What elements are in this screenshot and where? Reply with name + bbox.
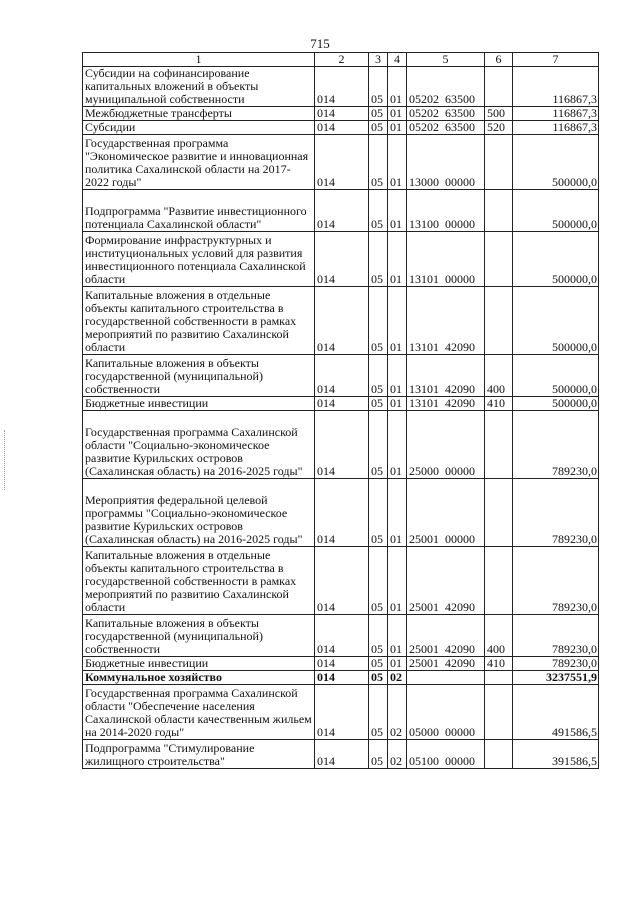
section-cell: 05 xyxy=(369,135,388,190)
name-cell: Бюджетные инвестиции xyxy=(83,657,315,671)
expense-type-cell xyxy=(485,547,513,615)
table-row xyxy=(83,547,599,615)
header-cell-6: 6 xyxy=(485,53,513,67)
expense-type-cell xyxy=(485,479,513,547)
page-number: 715 xyxy=(310,36,330,51)
subsection-cell: 01 xyxy=(388,411,407,479)
header-cell-3: 3 xyxy=(369,53,388,67)
target-article-cell: 25001 42090 xyxy=(407,657,485,671)
name-cell: Государственная программа Сахалинской области "Обеспечение населения Сахалинской области качественным жильем на 2014-2020 годы" xyxy=(83,685,315,740)
expense-type-cell xyxy=(485,135,513,190)
header-row xyxy=(83,53,599,67)
name-cell: Субсидии xyxy=(83,121,315,135)
section-cell: 05 xyxy=(369,411,388,479)
name-cell: Государственная программа Сахалинской области "Социально-экономическое развитие Курильских островов (Сахалинская область) на 2016-2025 годы" xyxy=(83,411,315,479)
table-body xyxy=(83,67,599,769)
admin-code-cell: 014 xyxy=(315,190,369,232)
amount-cell: 500000,0 xyxy=(513,355,599,397)
table-row xyxy=(83,67,599,107)
expense-type-cell xyxy=(485,232,513,287)
target-article-cell: 13101 42090 xyxy=(407,397,485,411)
table-row xyxy=(83,615,599,657)
section-cell: 05 xyxy=(369,397,388,411)
admin-code-cell: 014 xyxy=(315,671,369,685)
header-cell-5: 5 xyxy=(407,53,485,67)
name-cell: Межбюджетные трансферты xyxy=(83,107,315,121)
name-cell: Мероприятия федеральной целевой программы "Социально-экономическое развитие Курильских островов (Сахалинская область) на 2016-2025 годы" xyxy=(83,479,315,547)
name-cell: Государственная программа "Экономическое развитие и инновационная политика Сахалинской области на 2017-2022 годы" xyxy=(83,135,315,190)
admin-code-cell: 014 xyxy=(315,287,369,355)
section-cell: 05 xyxy=(369,67,388,107)
table-row xyxy=(83,232,599,287)
expense-type-cell xyxy=(485,190,513,232)
budget-table xyxy=(82,52,599,769)
amount-cell: 500000,0 xyxy=(513,190,599,232)
table-row xyxy=(83,479,599,547)
expense-type-cell: 410 xyxy=(485,397,513,411)
subsection-cell: 01 xyxy=(388,657,407,671)
subsection-cell: 01 xyxy=(388,615,407,657)
name-cell: Капитальные вложения в объекты государственной (муниципальной) собственности xyxy=(83,615,315,657)
name-cell: Коммунальное хозяйство xyxy=(83,671,315,685)
section-cell: 05 xyxy=(369,671,388,685)
amount-cell: 116867,3 xyxy=(513,121,599,135)
admin-code-cell: 014 xyxy=(315,547,369,615)
admin-code-cell: 014 xyxy=(315,685,369,740)
amount-cell: 116867,3 xyxy=(513,67,599,107)
target-article-cell: 25000 00000 xyxy=(407,411,485,479)
subsection-cell: 01 xyxy=(388,287,407,355)
expense-type-cell: 520 xyxy=(485,121,513,135)
target-article-cell: 13101 00000 xyxy=(407,232,485,287)
target-article-cell: 05100 00000 xyxy=(407,740,485,769)
name-cell: Подпрограмма "Развитие инвестиционного потенциала Сахалинской области" xyxy=(83,190,315,232)
subsection-cell: 02 xyxy=(388,740,407,769)
name-cell: Формирование инфраструктурных и институциональных условий для развития инвестиционного потенциала Сахалинской области xyxy=(83,232,315,287)
table-row xyxy=(83,190,599,232)
expense-type-cell: 500 xyxy=(485,107,513,121)
name-cell: Субсидии на софинансирование капитальных вложений в объекты муниципальной собственности xyxy=(83,67,315,107)
admin-code-cell: 014 xyxy=(315,121,369,135)
subsection-cell: 01 xyxy=(388,135,407,190)
subsection-cell: 01 xyxy=(388,479,407,547)
amount-cell: 500000,0 xyxy=(513,287,599,355)
subsection-cell: 01 xyxy=(388,67,407,107)
margin-mark xyxy=(4,430,9,490)
section-cell: 05 xyxy=(369,615,388,657)
target-article-cell: 13101 42090 xyxy=(407,355,485,397)
subsection-cell: 01 xyxy=(388,547,407,615)
expense-type-cell xyxy=(485,67,513,107)
subsection-cell: 01 xyxy=(388,232,407,287)
subsection-cell: 01 xyxy=(388,355,407,397)
amount-cell: 491586,5 xyxy=(513,685,599,740)
admin-code-cell: 014 xyxy=(315,232,369,287)
table-row xyxy=(83,287,599,355)
admin-code-cell: 014 xyxy=(315,479,369,547)
section-cell: 05 xyxy=(369,121,388,135)
subsection-cell: 01 xyxy=(388,397,407,411)
admin-code-cell: 014 xyxy=(315,740,369,769)
target-article-cell: 05202 63500 xyxy=(407,67,485,107)
admin-code-cell: 014 xyxy=(315,135,369,190)
amount-cell: 500000,0 xyxy=(513,232,599,287)
name-cell: Капитальные вложения в объекты государственной (муниципальной) собственности xyxy=(83,355,315,397)
subsection-cell: 02 xyxy=(388,671,407,685)
target-article-cell: 25001 42090 xyxy=(407,615,485,657)
amount-cell: 789230,0 xyxy=(513,615,599,657)
header-cell-1: 1 xyxy=(83,53,315,67)
section-cell: 05 xyxy=(369,232,388,287)
amount-cell: 116867,3 xyxy=(513,107,599,121)
target-article-cell: 25001 42090 xyxy=(407,547,485,615)
subsection-cell: 01 xyxy=(388,107,407,121)
amount-cell: 789230,0 xyxy=(513,411,599,479)
admin-code-cell: 014 xyxy=(315,657,369,671)
target-article-cell: 13100 00000 xyxy=(407,190,485,232)
target-article-cell: 05000 00000 xyxy=(407,685,485,740)
section-cell: 05 xyxy=(369,479,388,547)
amount-cell: 789230,0 xyxy=(513,657,599,671)
header-cell-4: 4 xyxy=(388,53,407,67)
target-article-cell: 13000 00000 xyxy=(407,135,485,190)
section-cell: 05 xyxy=(369,685,388,740)
table-row xyxy=(83,397,599,411)
section-cell: 05 xyxy=(369,190,388,232)
expense-type-cell xyxy=(485,671,513,685)
target-article-cell xyxy=(407,671,485,685)
name-cell: Капитальные вложения в отдельные объекты капитального строительства в государственной собственности в рамках мероприятий по развитию Сахалинской области xyxy=(83,547,315,615)
section-cell: 05 xyxy=(369,740,388,769)
name-cell: Подпрограмма "Стимулирование жилищного строительства" xyxy=(83,740,315,769)
target-article-cell: 13101 42090 xyxy=(407,287,485,355)
table-row xyxy=(83,657,599,671)
admin-code-cell: 014 xyxy=(315,355,369,397)
amount-cell: 789230,0 xyxy=(513,479,599,547)
expense-type-cell: 400 xyxy=(485,615,513,657)
target-article-cell: 25001 00000 xyxy=(407,479,485,547)
expense-type-cell xyxy=(485,411,513,479)
amount-cell: 789230,0 xyxy=(513,547,599,615)
expense-type-cell xyxy=(485,685,513,740)
admin-code-cell: 014 xyxy=(315,397,369,411)
admin-code-cell: 014 xyxy=(315,107,369,121)
table-row xyxy=(83,135,599,190)
table-row xyxy=(83,740,599,769)
section-cell: 05 xyxy=(369,107,388,121)
amount-cell: 3237551,9 xyxy=(513,671,599,685)
admin-code-cell: 014 xyxy=(315,615,369,657)
header-cell-2: 2 xyxy=(315,53,369,67)
amount-cell: 500000,0 xyxy=(513,397,599,411)
amount-cell: 391586,5 xyxy=(513,740,599,769)
table-row xyxy=(83,355,599,397)
target-article-cell: 05202 63500 xyxy=(407,107,485,121)
table-row xyxy=(83,411,599,479)
admin-code-cell: 014 xyxy=(315,411,369,479)
section-cell: 05 xyxy=(369,657,388,671)
table-row xyxy=(83,107,599,121)
table-row xyxy=(83,121,599,135)
expense-type-cell: 410 xyxy=(485,657,513,671)
name-cell: Бюджетные инвестиции xyxy=(83,397,315,411)
subsection-cell: 02 xyxy=(388,685,407,740)
section-cell: 05 xyxy=(369,547,388,615)
expense-type-cell xyxy=(485,287,513,355)
header-cell-7: 7 xyxy=(513,53,599,67)
section-cell: 05 xyxy=(369,355,388,397)
name-cell: Капитальные вложения в отдельные объекты капитального строительства в государственной собственности в рамках мероприятий по развитию Сахалинской области xyxy=(83,287,315,355)
expense-type-cell xyxy=(485,740,513,769)
target-article-cell: 05202 63500 xyxy=(407,121,485,135)
table-row xyxy=(83,685,599,740)
table-row xyxy=(83,671,599,685)
admin-code-cell: 014 xyxy=(315,67,369,107)
amount-cell: 500000,0 xyxy=(513,135,599,190)
subsection-cell: 01 xyxy=(388,190,407,232)
expense-type-cell: 400 xyxy=(485,355,513,397)
section-cell: 05 xyxy=(369,287,388,355)
subsection-cell: 01 xyxy=(388,121,407,135)
